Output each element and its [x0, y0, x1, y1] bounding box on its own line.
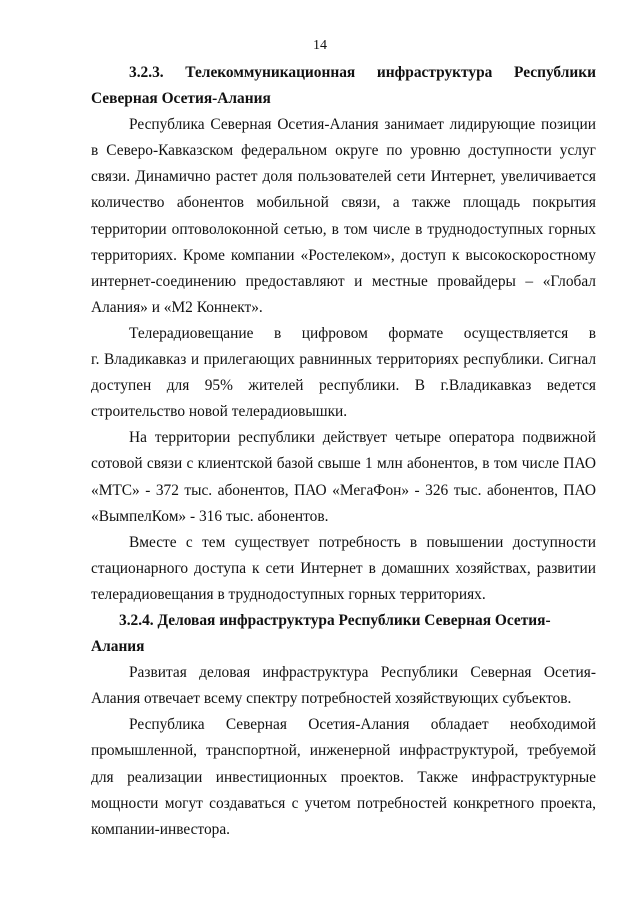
page-content [91, 60, 596, 843]
paragraph-needs: Вместе с тем существует потребность в повышении доступности стационарного доступа к сети Интернет в домашних хозяйствах, развитии телерадиовещания в труднодоступных горных территориях. [91, 533, 596, 603]
section-heading-3-2-4: 3.2.4. Деловая инфраструктура Республики Северная Осетия-Алания [91, 611, 551, 656]
page-number: 14 [313, 38, 327, 53]
paragraph-infrastructure-capabilities: Республика Северная Осетия-Алания обладает необходимой промышленной, транспортной, инженерной инфраструктурой, требуемой для реализации инвестиционных проектов. Также инфраструктурные мощности могут создаваться с учетом потребностей конкретного проекта, компании-инвестора. [91, 716, 596, 838]
paragraph-tv-broadcast-cont: г. Владикавказ и прилегающих равнинных территориях республики. Сигнал доступен для 95% жителей республики. В г.Владикавказ ведется строительство новой телерадиовышки. [91, 351, 596, 421]
paragraph-mobile-operators: На территории республики действует четыре оператора подвижной сотовой связи с клиентской базой свыше 1 млн абонентов, в том числе ПАО «МТС» - 372 тыс. абонентов, ПАО «МегаФон» - 326 тыс. абонентов, ПАО «ВымпелКом» - 316 тыс. абонентов. [91, 429, 596, 525]
paragraph-business-infrastructure: Развитая деловая инфраструктура Республики Северная Осетия-Алания отвечает всему спектру потребностей хозяйствующих субъектов. [91, 664, 596, 708]
section-heading-3-2-3: 3.2.3. Телекоммуникационная инфраструктура Республики Северная Осетия-Алания [91, 64, 596, 108]
paragraph-tv-broadcast-intro: Телерадиовещание в цифровом формате осуществляется в [129, 324, 596, 342]
paragraph-telecom-overview: Республика Северная Осетия-Алания занимает лидирующие позиции в Северо-Кавказском федеральном округе по уровню доступности услуг связи. Динамично растет доля пользователей сети Интернет, увеличивается количество абонентов мобильной связи, а также площадь покрытия территории оптоволоконной сетью, в том числе в труднодоступных горных территориях. Кроме компании «Ростелеком», доступ к высокоскоростному интернет-соединению предоставляют и местные провайдеры – «Глобал Алания» и «М2 Коннект». [91, 116, 596, 316]
